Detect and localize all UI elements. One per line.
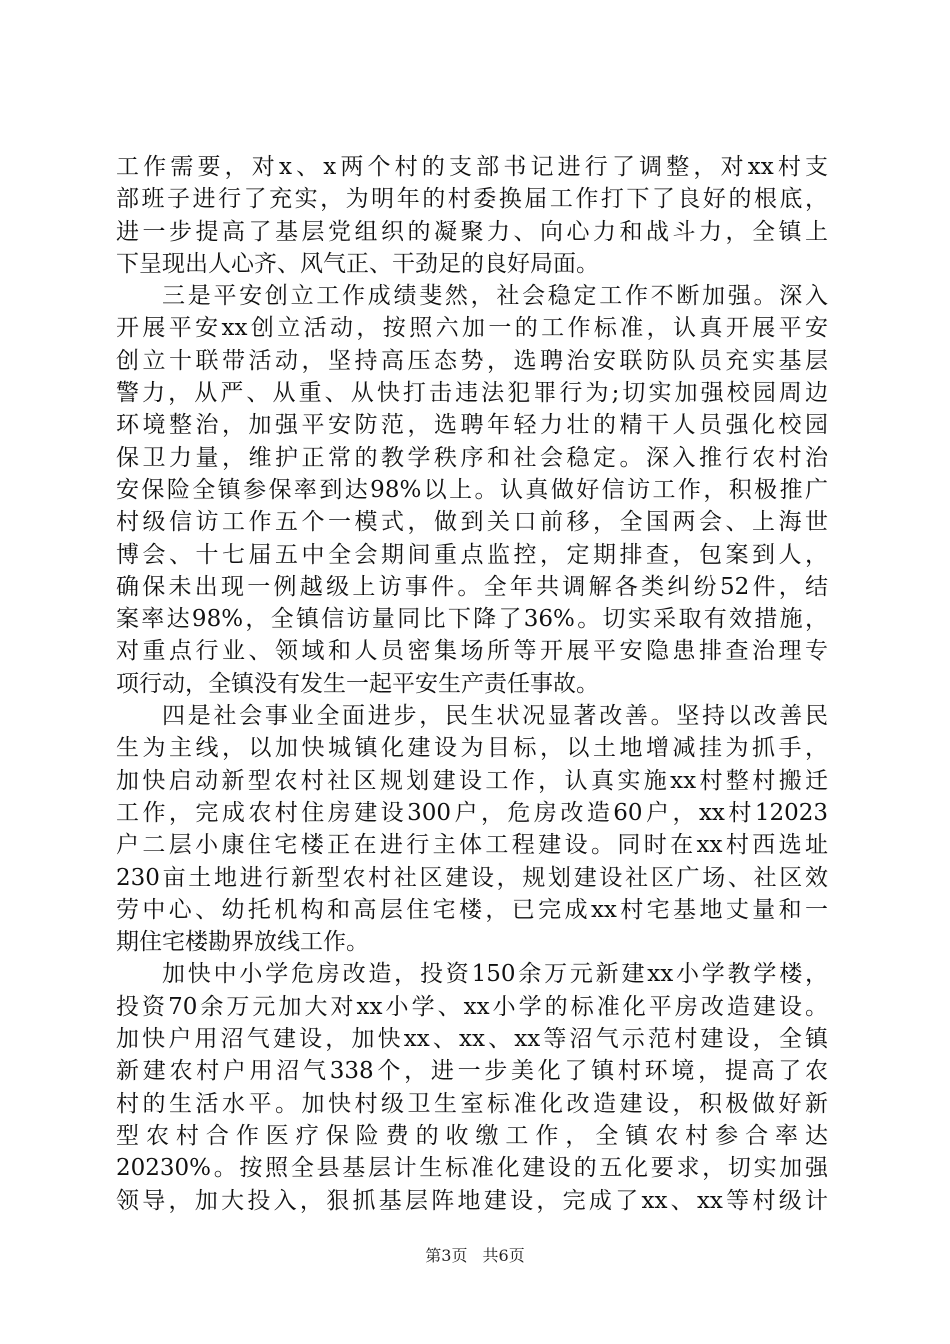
text-line: 三是平安创立工作成绩斐然，社会稳定工作不断加强。深入: [162, 283, 828, 310]
text-line: 案率达98%，全镇信访量同比下降了36%。切实采取有效措施，: [116, 606, 828, 633]
text-line: 加快启动新型农村社区规划建设工作，认真实施xx村整村搬迁: [116, 767, 828, 794]
text-line: 20230%。按照全县基层计生标准化建设的五化要求，切实加强: [116, 1155, 828, 1182]
text-line: 博会、十七届五中全会期间重点监控，定期排查，包案到人，: [116, 541, 828, 568]
text-line: 确保未出现一例越级上访事件。全年共调解各类纠纷52件，结: [116, 573, 828, 600]
text-line: 四是社会事业全面进步，民生状况显著改善。坚持以改善民: [162, 703, 828, 730]
text-line: 期住宅楼勘界放线工作。: [116, 929, 369, 956]
text-line: 加快户用沼气建设，加快xx、xx、xx等沼气示范村建设，全镇: [116, 1026, 828, 1053]
text-line: 新建农村户用沼气338个，进一步美化了镇村环境，提高了农: [116, 1058, 828, 1085]
text-line: 村级信访工作五个一模式，做到关口前移，全国两会、上海世: [116, 509, 828, 536]
text-line: 创立十联带活动，坚持高压态势，选聘治安联防队员充实基层: [116, 347, 828, 374]
page-footer: [0, 1245, 950, 1267]
document-body: [116, 151, 828, 1217]
text-line: 警力，从严、从重、从快打击违法犯罪行为;切实加强校园周边: [116, 380, 828, 407]
text-line: 部班子进行了充实，为明年的村委换届工作打下了良好的根底，: [116, 186, 828, 213]
text-line: 村的生活水平。加快村级卫生室标准化改造建设，积极做好新: [116, 1090, 828, 1117]
text-line: 230亩土地进行新型农村社区建设，规划建设社区广场、社区效: [116, 864, 828, 891]
text-line: 加快中小学危房改造，投资150余万元新建xx小学教学楼，: [162, 961, 828, 988]
text-line: 劳中心、幼托机构和高层住宅楼，已完成xx村宅基地丈量和一: [116, 896, 828, 923]
text-line: 保卫力量，维护正常的教学秩序和社会稳定。深入推行农村治: [116, 444, 828, 471]
text-line: 工作需要，对x、x两个村的支部书记进行了调整，对xx村支: [116, 154, 828, 180]
text-line: 生为主线，以加快城镇化建设为目标，以土地增减挂为抓手，: [116, 735, 828, 762]
text-line: 工作，完成农村住房建设300户，危房改造60户，xx村12023: [116, 799, 828, 826]
text-line: 项行动，全镇没有发生一起平安生产责任事故。: [116, 670, 599, 697]
page-number-current: 第3页: [425, 1246, 468, 1265]
text-line: 户二层小康住宅楼正在进行主体工程建设。同时在xx村西选址: [116, 832, 828, 859]
text-line: 对重点行业、领域和人员密集场所等开展平安隐患排查治理专: [116, 638, 828, 665]
text-line: 开展平安xx创立活动，按照六加一的工作标准，认真开展平安: [116, 315, 828, 342]
text-line: 领导，加大投入，狠抓基层阵地建设，完成了xx、xx等村级计: [116, 1187, 828, 1214]
text-line: 环境整治，加强平安防范，选聘年轻力壮的精干人员强化校园: [116, 412, 828, 439]
page-number-total: 共6页: [482, 1246, 525, 1265]
text-line: 型农村合作医疗保险费的收缴工作，全镇农村参合率达: [116, 1122, 828, 1149]
text-line: 安保险全镇参保率到达98%以上。认真做好信访工作，积极推广: [116, 476, 828, 503]
text-line: 进一步提高了基层党组织的凝聚力、向心力和战斗力，全镇上: [116, 218, 828, 245]
text-line: 下呈现出人心齐、风气正、干劲足的良好局面。: [116, 250, 599, 277]
text-line: 投资70余万元加大对xx小学、xx小学的标准化平房改造建设。: [116, 993, 828, 1020]
